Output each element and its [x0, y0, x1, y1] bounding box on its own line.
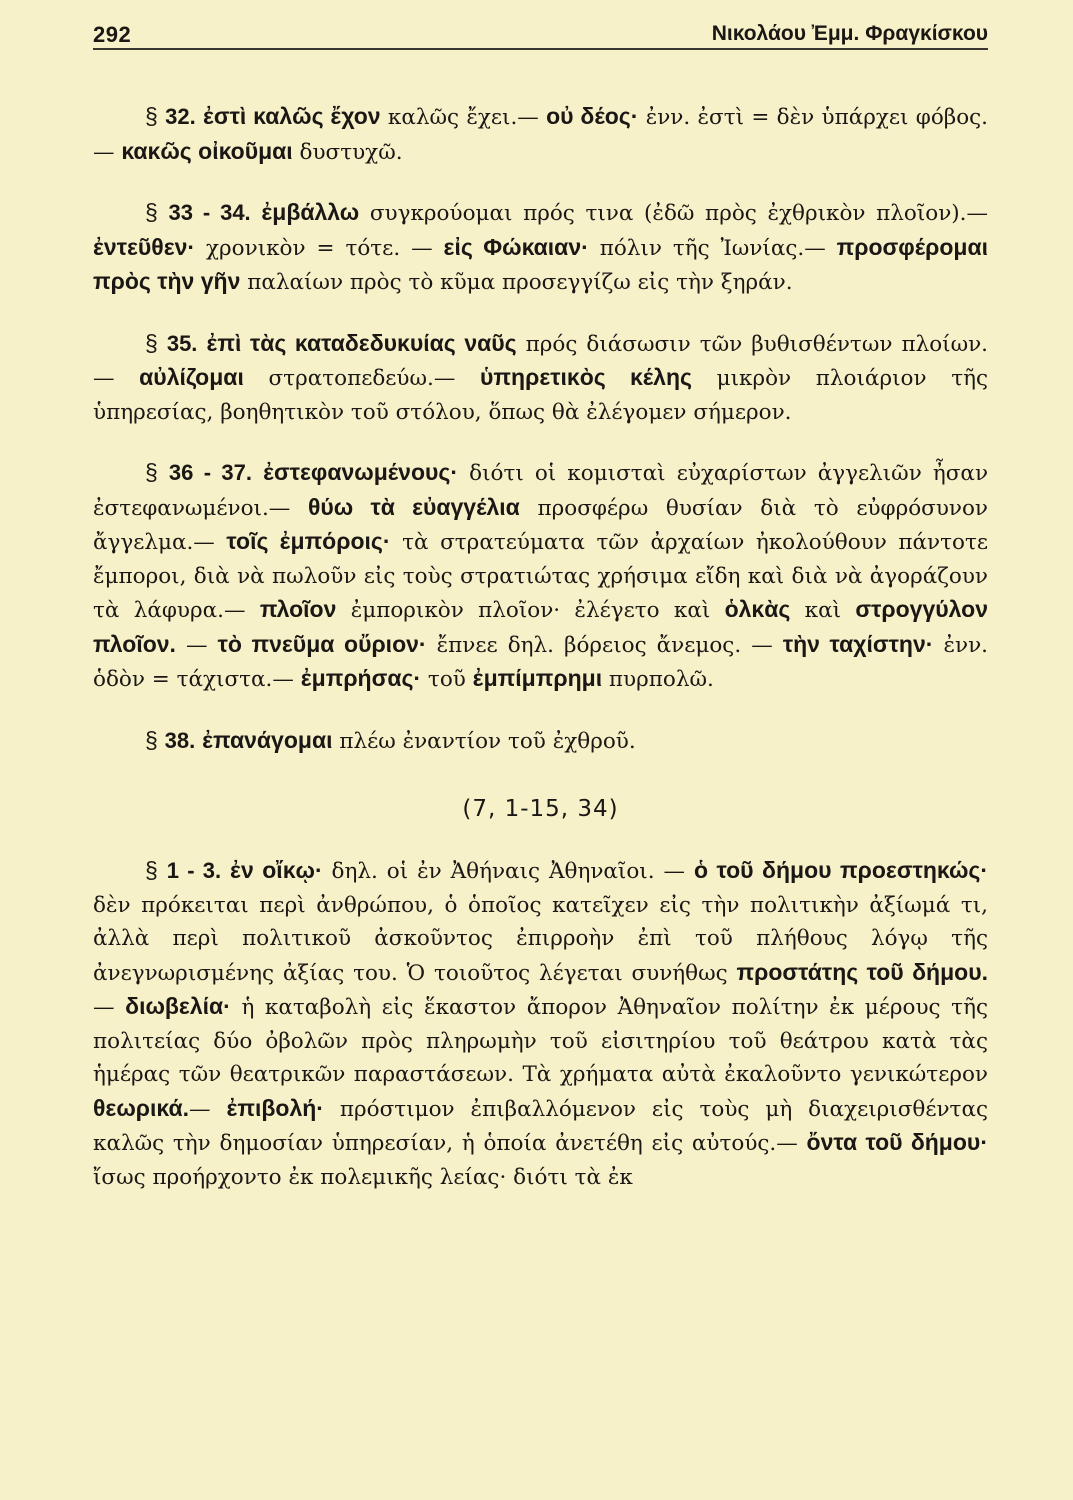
lemma: ὁλκὰς [724, 596, 791, 622]
section-number: 35. [166, 330, 198, 356]
lemma: τὸ πνεῦμα οὔριον· [217, 630, 427, 657]
gloss: — [93, 995, 126, 1020]
lemma: ἐστεφανωμένους· [263, 459, 459, 485]
section-symbol: § [145, 459, 158, 485]
lemma: τοῖς ἐμπόροις· [226, 528, 391, 554]
gloss: χρονικὸν = τότε. — [195, 235, 444, 261]
paragraph-p36 [93, 456, 988, 697]
gloss: πρός διάσωσιν τῶν βυθισθέντων πλοίων. — [93, 331, 989, 391]
section-symbol: § [145, 199, 158, 225]
gloss: πόλιν τῆς Ἰωνίας.— [588, 235, 837, 261]
section-symbol: § [145, 329, 158, 356]
lemma: στρογγύλον πλοῖον. [93, 596, 988, 657]
page-number: 292 [93, 22, 132, 47]
gloss: ἔπνεε δηλ. βόρειος ἄνεμος. — [426, 632, 783, 658]
lemma: ὄντα τοῦ δήμου· [806, 1129, 988, 1155]
section-symbol: § [145, 857, 158, 883]
lemma: θεωρικά. [93, 1094, 189, 1121]
gloss: πλέω ἐναντίον τοῦ ἐχθροῦ. [332, 728, 636, 754]
paragraph-p33 [93, 196, 988, 300]
paragraph-p1 [93, 854, 988, 1194]
lemma: προσφέρομαι πρὸς τὴν γῆν [93, 233, 988, 294]
gloss: — [175, 632, 218, 658]
section-number: 32. [165, 104, 196, 129]
section-symbol: § [145, 103, 158, 129]
gloss: ἐμπορικὸν πλοῖον· ἐλέγετο καὶ [336, 598, 725, 623]
lemma: πλοῖον [259, 596, 337, 622]
gloss: στρατοπεδεύω.— [243, 366, 481, 391]
lemma: ἐμβάλλω [261, 199, 360, 225]
gloss: ἴσως προήρχοντο ἐκ πολεμικῆς λείας· διότι τὰ ἐκ [93, 1164, 633, 1190]
section-number: 36 - 37. [168, 460, 252, 485]
reference-heading: (7, 1-15, 34) [462, 796, 619, 822]
paragraph-p35 [93, 327, 988, 430]
section-number: 38. [164, 727, 196, 753]
paragraph-p38 [93, 724, 988, 759]
gloss: παλαίων πρὸς τὸ κῦμα προσεγγίζω εἰς τὴν ξηράν. [240, 270, 793, 295]
lemma: ὑπηρετικὸς κέλης [480, 364, 692, 390]
lemma: ἐντεῦθεν· [93, 233, 196, 260]
section-symbol: § [145, 726, 158, 753]
lemma: ἐμπίμπρημι [472, 665, 603, 691]
lemma: ἐπανάγομαι [202, 726, 333, 753]
paragraph-p32 [93, 100, 988, 169]
gloss: ἐνν. ἐστὶ = δὲν ὑπάρχει φόβος.— [93, 105, 989, 165]
page-header [93, 22, 988, 50]
lemma: προστάτης τοῦ δήμου. [736, 958, 988, 985]
lemma: ἐν οἴκῳ· [230, 857, 323, 883]
gloss: ἡ καταβολὴ εἰς ἕκαστον ἄπορον Ἀθηναῖον πολίτην ἐκ μέρους τῆς πολιτείας δύο ὀβολῶν πρὸς πληρωμὴν τοῦ εἰσιτηρίου τοῦ θεάτρου κατὰ τὰς ἡμέρας τῶν θεατρικῶν παραστάσεων. Τὰ χρήματα αὐτὰ ἐκαλοῦντο γενικώτερον [93, 995, 988, 1087]
gloss: μικρὸν πλοιάριον τῆς ὑπηρεσίας, βοηθητικὸν τοῦ στόλου, ὅπως θὰ ἐλέγομεν σήμερον. [93, 366, 989, 425]
lemma: τὴν ταχίστην· [782, 630, 934, 657]
lemma: ἐμπρήσας· [300, 665, 422, 691]
lemma: ἐπιβολή· [226, 1094, 324, 1121]
gloss: δηλ. οἱ ἐν Ἀθήναις Ἀθηναῖοι. — [322, 859, 694, 884]
gloss: τοῦ [421, 667, 473, 692]
gloss: προσφέρω θυσίαν διὰ τὸ εὐφρόσυνον ἄγγελμα.— [93, 495, 989, 555]
commentary-text-continued [93, 854, 988, 1194]
gloss: πυρπολῶ. [602, 667, 714, 692]
lemma: ἐπὶ τὰς καταδεδυκυίας ναῦς [206, 329, 517, 356]
lemma: ὁ τοῦ δήμου προεστηκώς· [693, 857, 988, 883]
lemma: αὐλίζομαι [139, 364, 244, 390]
gloss: καλῶς ἔχει.— [380, 105, 547, 130]
lemma: θύω τὰ εὐαγγέλια [307, 493, 520, 520]
gloss: δυστυχῶ. [292, 139, 403, 165]
gloss: πρόστιμον ἐπιβαλλόμενον εἰς τοὺς μὴ διαχειρισθέντας καλῶς τὴν δημοσίαν ὑπηρεσίαν, ἡ ὁποία ἀνετέθη εἰς αὐτούς.— [93, 1096, 988, 1156]
lemma: ἐστὶ καλῶς ἔχον [203, 103, 381, 129]
gloss: συγκρούομαι πρός τινα (ἐδῶ πρὸς ἐχθρικὸν πλοῖον).— [359, 201, 988, 226]
gloss: δὲν πρόκειται περὶ ἀνθρώπου, ὁ ὁποῖος κατεῖχεν εἰς τὴν πολιτικὴν ἀξίωμά τι, ἀλλὰ περὶ πολιτικοῦ ἀσκοῦντος ἐπιρροὴν ἐπὶ τοῦ πλήθους λόγῳ τῆς ἀνεγνωρισμένης ἀξίας του. Ὁ τοιοῦτος λέγεται συνήθως [93, 892, 988, 986]
running-head: Νικολάου Ἐμμ. Φραγκίσκου [711, 22, 988, 45]
gloss: καὶ [790, 598, 856, 623]
section-number: 33 - 34. [168, 200, 251, 225]
lemma: κακῶς οἰκοῦμαι [121, 137, 293, 164]
gloss: διότι οἱ κομισταὶ εὐχαρίστων ἀγγελιῶν ἦσαν ἐστεφανωμένοι.— [93, 461, 989, 521]
lemma: διωβελία· [125, 993, 231, 1019]
section-number: 1 - 3. [166, 858, 222, 883]
lemma: οὐ δέος· [546, 103, 639, 129]
lemma: εἰς Φώκαιαν· [443, 233, 589, 260]
gloss: — [189, 1096, 227, 1122]
gloss: τὰ στρατεύματα τῶν ἀρχαίων ἠκολούθουν πάντοτε ἔμποροι, διὰ νὰ πωλοῦν εἰς τοὺς στρατιώτας χρήσιμα εἴδη καὶ διὰ νὰ ἀγοράζουν τὰ λάφυρα.— [93, 530, 988, 623]
gloss: ἐνν. ὁδὸν = τάχιστα.— [93, 632, 989, 692]
commentary-text [93, 100, 988, 758]
